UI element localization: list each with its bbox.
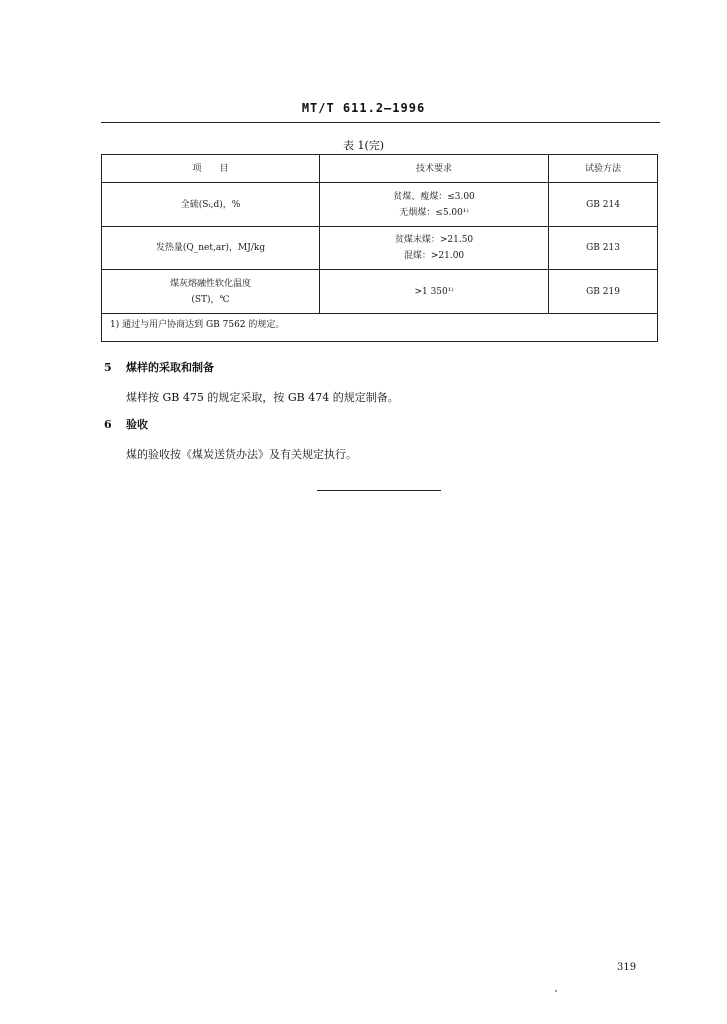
table-cell-requirement	[320, 227, 548, 269]
table-footnote: 1) 通过与用户协商达到 GB 7562 的规定。	[110, 320, 285, 330]
item-line: (ST)，℃	[191, 294, 230, 305]
table-cell-item: 全硫(Sₜ,d)，%	[180, 199, 241, 210]
requirement-line: 混煤：>21.00	[403, 251, 465, 261]
header-cell-item: 项 目	[192, 163, 229, 174]
header-rule	[101, 122, 660, 123]
item-line: 煤灰熔融性软化温度	[169, 278, 251, 289]
spec-table	[101, 154, 658, 342]
table-caption: 表 1(完)	[342, 139, 385, 152]
requirement-line: 无烟煤：≤5.00¹⁾	[399, 207, 469, 218]
table-cell-method: GB 214	[586, 199, 620, 210]
section-6-heading	[104, 416, 148, 432]
table-cell-requirement	[320, 183, 548, 226]
table-cell-method: GB 219	[586, 286, 620, 297]
section-number: 6	[104, 418, 112, 431]
row-divider	[102, 313, 657, 314]
end-of-text-rule	[317, 490, 441, 491]
table-cell-item	[102, 270, 319, 313]
scan-speck	[555, 990, 557, 992]
page-number: 319	[617, 962, 637, 973]
table-cell-method: GB 213	[586, 243, 620, 253]
table-cell-item: 发热量(Q_net,ar)，MJ/kg	[155, 243, 266, 253]
section-title: 验收	[126, 418, 148, 431]
section-5-heading	[104, 359, 214, 375]
standard-code-header: MT/T 611.2—1996	[301, 101, 426, 115]
section-6-body: 煤的验收按《煤炭送货办法》及有关规定执行。	[126, 448, 357, 461]
header-cell-requirement: 技术要求	[415, 163, 452, 174]
requirement-line: 贫煤、瘦煤：≤3.00	[393, 191, 475, 202]
section-title: 煤样的采取和制备	[126, 361, 214, 374]
table-cell-requirement: >1 350¹⁾	[414, 286, 454, 297]
section-number: 5	[104, 361, 112, 374]
requirement-line: 贫煤末煤：>21.50	[394, 235, 474, 245]
header-cell-method: 试验方法	[584, 163, 621, 174]
section-5-body: 煤样按 GB 475 的规定采取，按 GB 474 的规定制备。	[126, 391, 399, 404]
